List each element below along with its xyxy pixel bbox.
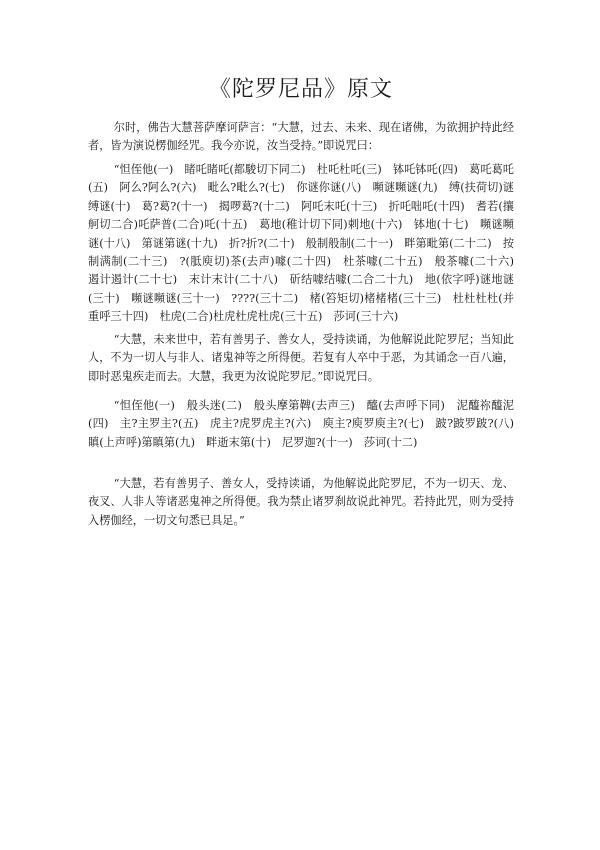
page-title: 《陀罗尼品》原文 (208, 77, 393, 102)
paragraph-explanation: “大慧，未来世中，若有善男子、善女人，受持读诵，为他解说此陀罗尼；当知此人，不为一切人与非人、诸鬼神等之所得便。若复有人卒中于恶，为其诵念一百八遍，即时恶鬼疾走而去。大慧，我更为汝说陀罗尼。”即说咒曰。 (88, 333, 514, 383)
paragraph-mantra-2: “怛侄他(一) 般头迷(二) 般头摩第鞞(去声三) 醯(去声呼下同) 泥醯祢醯泥(四) 主?主罗主?(五) 虎主?虎罗虎主?(六) 庾主?庾罗庾主?(七) 跛?跛罗跛?(八) 瞋(上声呼)第瞋第(九) 畔逝末第(十) 尼罗迦?(十一) 莎诃(十二) (88, 399, 526, 449)
paragraph-mantra-1: “怛侄他(一) 睹吒睹吒(都駿切下同二) 杜吒杜吒(三) 钵吒钵吒(四) 葛吒葛吒(五) 阿么?阿么?(六) 毗么?毗么?(七) 你谜你谜(八) 嚬谜嚬谜(九) 缚(扶荷切)谜缚谜(十) 葛?葛?(十一) 揭啰葛?(十二) 阿吒末吒(十三) 折吒咄吒(十四) 耆若(攘舸切二合)吒萨普(二合)吒(十五) 葛地(稚计切下同)剌地(十六) 钵地(十七) 嚬谜嚬谜(十八) 第谜第谜(十九) 折?折?(二十) 般制般制(二十一) 畔第毗第(二十二) 按制满制(二十三) ?(胝庾切)茶(去声)噱(二十四) 杜茶噱(二十五) 般茶噱(二十六) 遏计遏计(二十七) 末计末计(二十八) 斫结噱结噱(二合二十九) 地(依字呼)谜地谜(三十) 嚬谜嚬谜(三十一) ????(三十二) 楮(笞矩切)楮楮楮(三十三) 杜杜杜杜(并重呼三十四) 杜虎(二合)杜虎杜虎杜虎(三十五) 莎诃(三十六) (88, 163, 526, 324)
paragraph-intro: 尔时，佛告大慧菩萨摩诃萨言：“大慧，过去、未来、现在诸佛，为欲拥护持此经者，皆为演说楞伽经咒。我今亦说，汝当受持。”即说咒曰： (88, 121, 514, 153)
paragraph-conclusion: “大慧，若有善男子、善女人，受持读诵，为他解说此陀罗尼，不为一切天、龙、夜叉、人非人等诸恶鬼神之所得便。我为禁止诸罗刹故说此神咒。若持此咒，则为受持入楞伽经，一切文句悉已具足。” (88, 477, 514, 527)
